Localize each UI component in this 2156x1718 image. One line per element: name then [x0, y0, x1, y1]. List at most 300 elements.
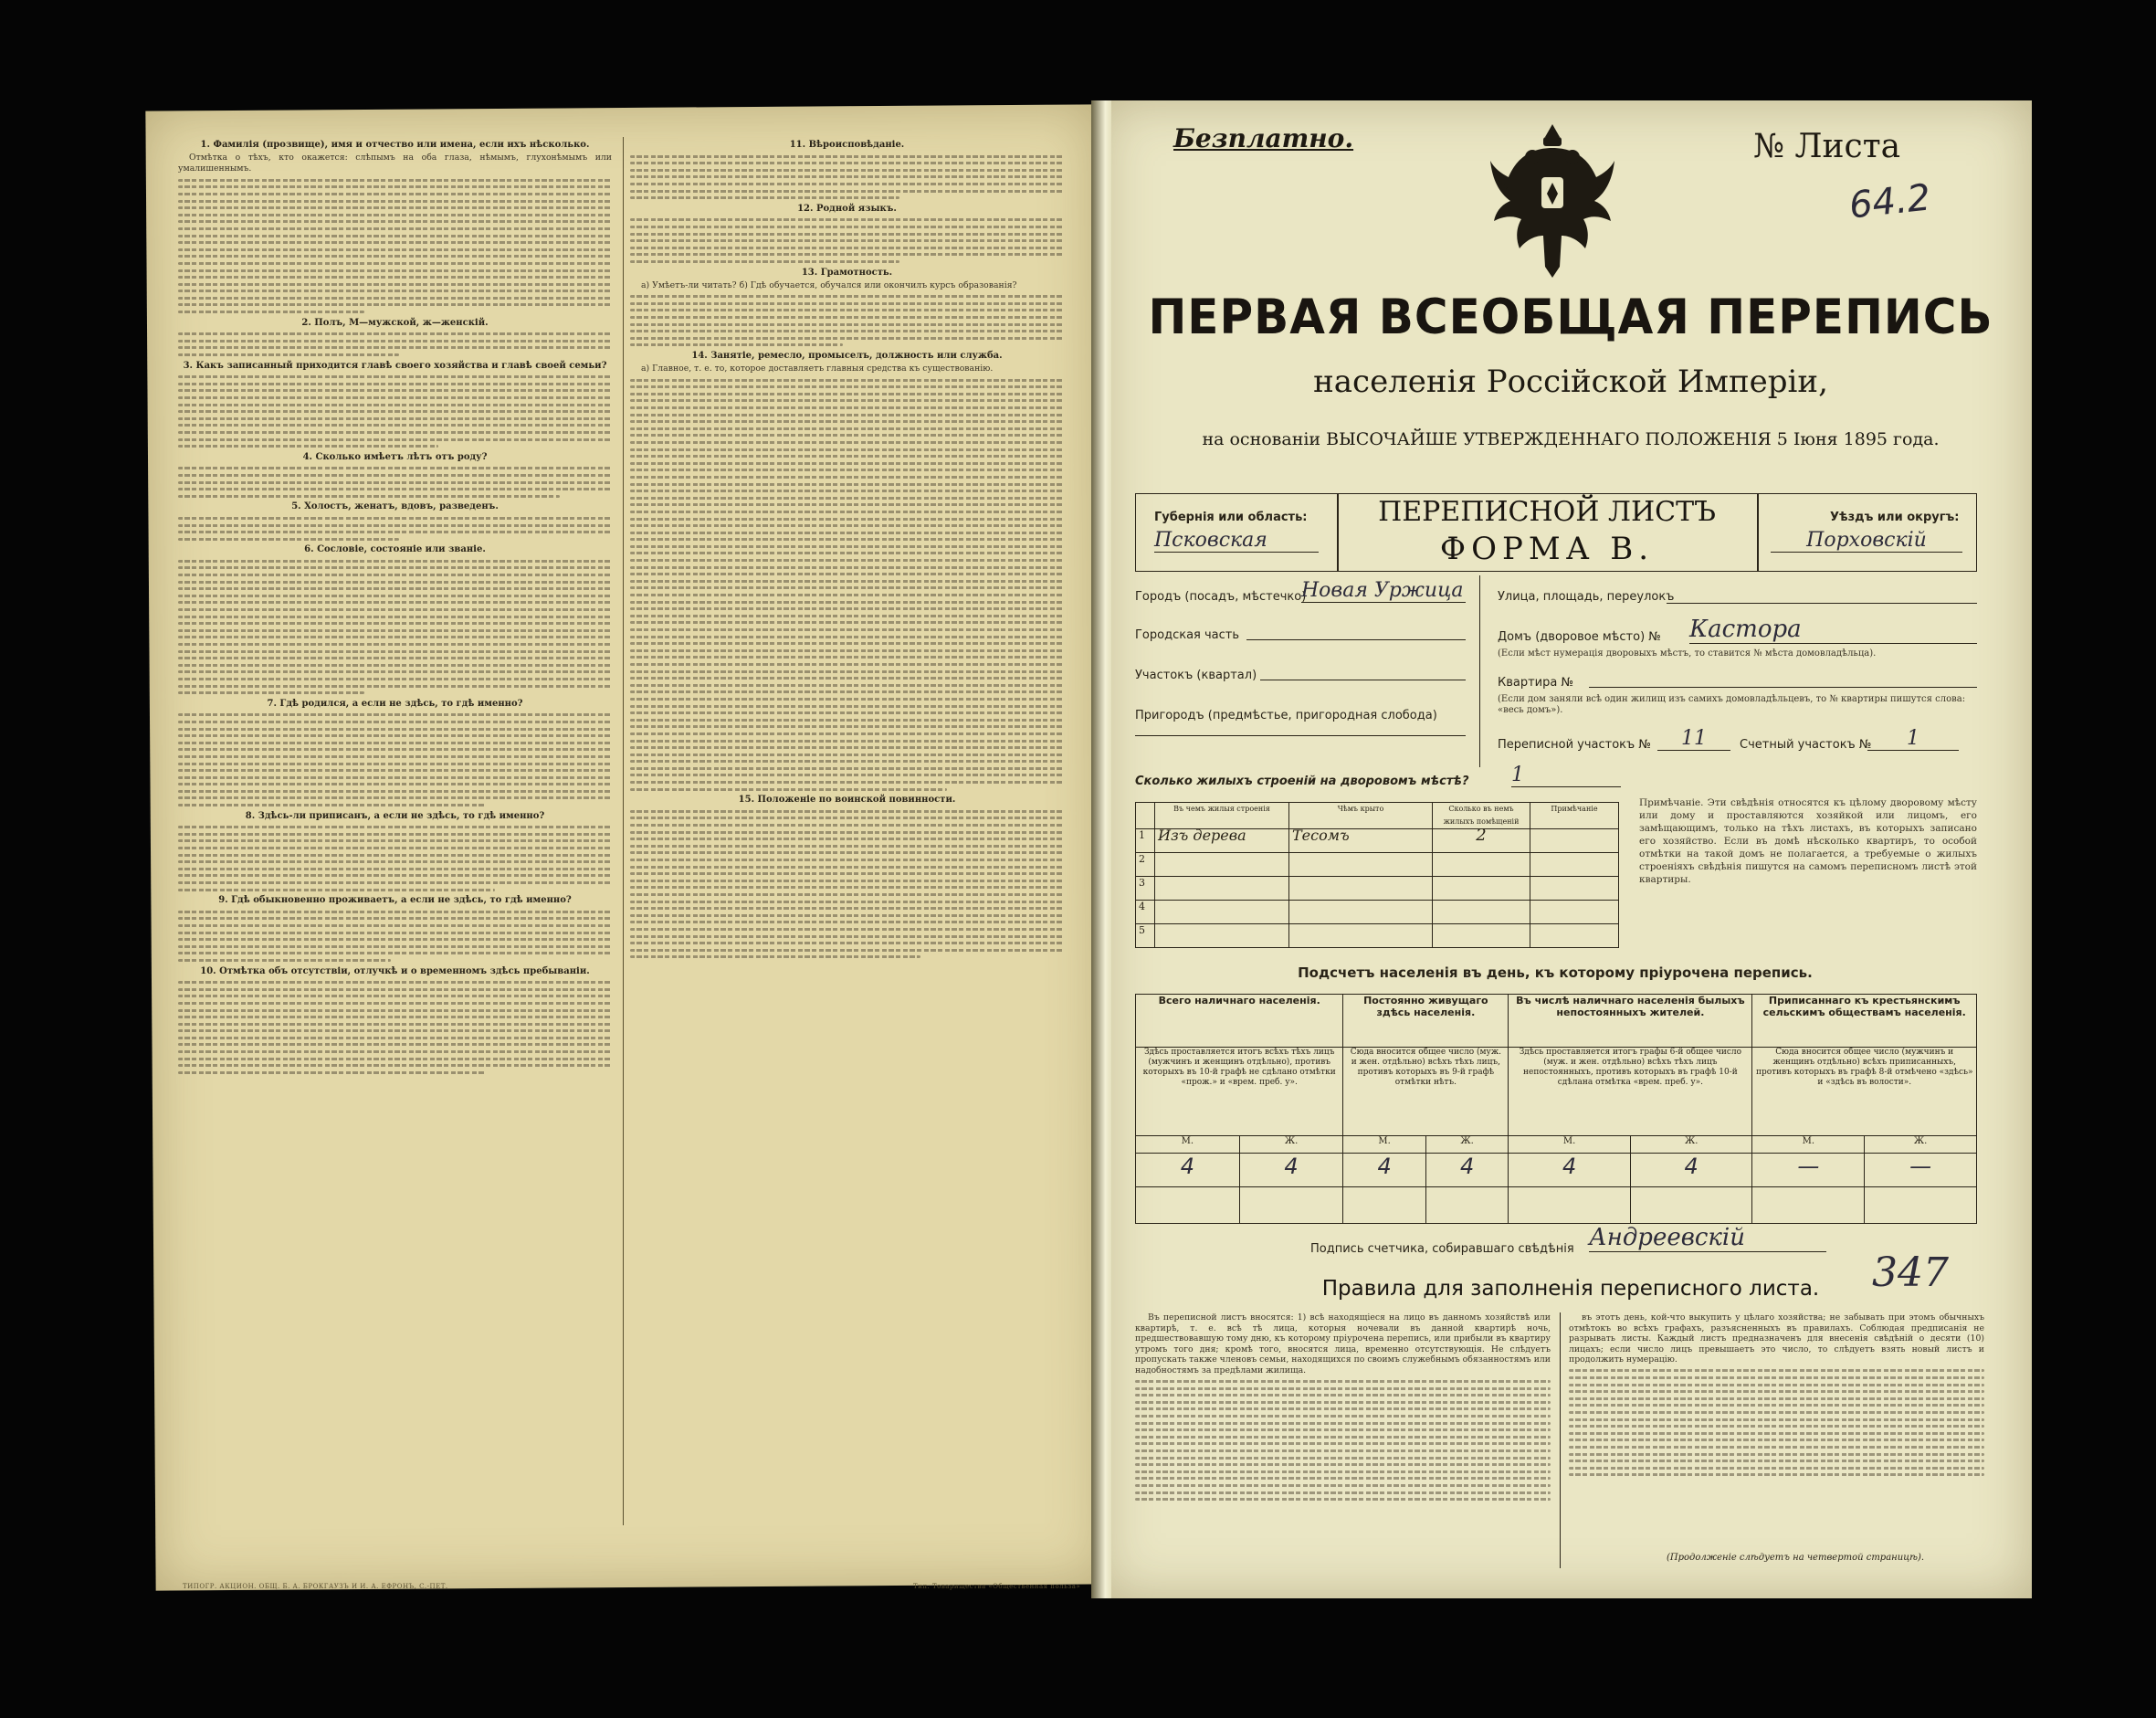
- census-subtitle: населенія Россійской Имперіи,: [1313, 364, 1828, 400]
- text-line: [630, 545, 1064, 548]
- text-line: [630, 866, 1064, 869]
- text-line: [630, 942, 1064, 944]
- text-line: [630, 483, 1064, 486]
- text-line: [178, 670, 612, 673]
- instruction-heading: 3. Какъ записанный приходится главѣ своего хозяйства и главѣ своей семьи?: [183, 360, 607, 371]
- male-label: М.: [1752, 1135, 1865, 1153]
- text-line: [178, 467, 612, 469]
- text-line: [178, 874, 612, 877]
- count-precinct-value: 1: [1867, 727, 1959, 751]
- precinct-label: Участокъ (квартал): [1135, 669, 1257, 682]
- table-row: [1136, 877, 1619, 901]
- instruction-heading: 8. Здѣсь-ли приписанъ, а если не здѣсь, то гдѣ именно?: [245, 810, 545, 821]
- text-line: [630, 831, 1064, 834]
- text-line: [178, 728, 612, 731]
- text-line: [178, 608, 612, 611]
- text-line: [178, 981, 612, 984]
- house-label: Домъ (дворовое мѣсто) №: [1498, 630, 1661, 644]
- count-title: Подсчетъ населенія въ день, къ которому пріурочена перепись.: [1298, 964, 1813, 981]
- text-line: [178, 200, 612, 203]
- text-line: [178, 748, 612, 751]
- text-line: [178, 769, 612, 772]
- text-line: [630, 330, 1064, 332]
- text-line: [178, 988, 612, 991]
- text-line: [630, 175, 1064, 178]
- text-line: [630, 893, 1064, 896]
- text-line: [178, 911, 612, 913]
- text-line: [630, 949, 1064, 952]
- form-title: ПЕРЕПИСНОЙ ЛИСТЪ: [1378, 496, 1716, 528]
- text-line: [630, 781, 1064, 784]
- text-line: [630, 663, 1064, 666]
- text-line: [630, 196, 899, 199]
- text-line: [630, 559, 1064, 562]
- text-line: [630, 746, 1064, 749]
- count-desc-permanent: Сюда вносится общее число (муж. и жен. отдѣльно) всѣхъ тѣхъ лицъ, противъ которыхъ въ 9-й графѣ отмѣтки нѣтъ.: [1343, 1048, 1509, 1135]
- text-line: [630, 886, 1064, 889]
- text-line: [630, 524, 1064, 527]
- text-line: [630, 914, 1064, 917]
- buildings-header-material: Въ чемъ жилыя строенія: [1155, 803, 1289, 829]
- text-line: [630, 845, 1064, 848]
- buildings-table: [1135, 802, 1619, 948]
- text-line: [178, 290, 612, 292]
- text-line: [178, 1023, 612, 1026]
- text-line: [178, 396, 612, 399]
- text-line: [630, 532, 1064, 534]
- text-line: [178, 488, 612, 490]
- buildings-header-count: Сколько въ немъ жилыхъ помѣщеній: [1433, 803, 1530, 829]
- building-note: [1530, 829, 1619, 853]
- sheet-number-label: № Листа: [1753, 128, 1901, 165]
- text-line: [630, 155, 1064, 158]
- text-line: [178, 1002, 612, 1005]
- text-line: [178, 664, 612, 667]
- text-line: [178, 1043, 612, 1046]
- text-line: [630, 441, 1064, 444]
- text-line: [630, 183, 1064, 185]
- text-line: [178, 560, 612, 563]
- text-line: [630, 690, 1064, 693]
- instruction-heading: 11. Вѣроисповѣданіе.: [789, 140, 905, 150]
- text-line: [630, 511, 1064, 513]
- district-label: Уѣздъ или округъ:: [1830, 511, 1960, 524]
- text-line: [178, 847, 612, 849]
- text-line: [178, 517, 612, 520]
- instruction-heading: 1. Фамилія (прозвище), имя и отчество или имена, если ихъ нѣсколько.: [200, 140, 590, 150]
- text-line: [178, 721, 612, 723]
- text-line: [178, 945, 612, 948]
- text-line: [630, 337, 1064, 340]
- text-line: [178, 881, 612, 884]
- text-line: [178, 938, 612, 941]
- text-line: [178, 889, 495, 891]
- text-line: [630, 323, 1064, 326]
- text-line: [630, 698, 1064, 701]
- count-present-male: 4: [1136, 1153, 1240, 1186]
- text-line: [630, 295, 1064, 298]
- text-line: [178, 691, 364, 694]
- printer-footer-right: Тип. Товарищества «Общественная польза»: [913, 1583, 1081, 1590]
- text-line: [178, 303, 612, 306]
- rules-continued: (Продолженіе слѣдуетъ на четвертой страницѣ).: [1667, 1553, 1925, 1563]
- instruction-heading: 6. Сословіе, состояніе или званіе.: [304, 544, 486, 555]
- text-line: [178, 332, 612, 335]
- text-line: [630, 239, 1064, 242]
- instruction-heading: 15. Положеніе по воинской повинности.: [738, 795, 956, 806]
- text-line: [178, 734, 612, 737]
- text-line: [630, 573, 1064, 575]
- text-line: [630, 838, 1064, 840]
- text-line: [178, 574, 612, 576]
- census-basis: на основаніи ВЫСОЧАЙШЕ УТВЕРЖДЕННАГО ПОЛОЖЕНІЯ 5 Іюня 1895 года.: [1202, 429, 1940, 449]
- text-line: [178, 255, 612, 258]
- text-line: [178, 924, 612, 927]
- text-line: [178, 995, 612, 997]
- text-line: [630, 733, 1064, 735]
- count-peasant-male: —: [1752, 1153, 1865, 1186]
- text-line: [178, 783, 612, 785]
- text-line: [630, 621, 1064, 624]
- text-line: [630, 379, 1064, 382]
- census-precinct-label: Переписной участокъ №: [1498, 738, 1651, 752]
- text-line: [178, 1016, 612, 1018]
- text-line: [178, 353, 399, 356]
- text-line: [630, 434, 1064, 437]
- text-line: [178, 445, 438, 448]
- text-line: [630, 628, 1064, 631]
- suburb-label: Пригородъ (предмѣстье, пригородная слобода): [1135, 709, 1437, 722]
- text-line: [630, 316, 1064, 319]
- text-line: [178, 678, 612, 680]
- text-line: [630, 552, 1064, 554]
- count-present-female: 4: [1239, 1153, 1343, 1186]
- text-line: [630, 594, 1064, 596]
- text-line: [178, 616, 612, 618]
- instruction-heading: 10. Отмѣтка объ отсутствіи, отлучкѣ и о временномъ здѣсь пребываніи.: [200, 965, 590, 976]
- text-line: [178, 269, 612, 272]
- female-label: Ж.: [1630, 1135, 1752, 1153]
- text-line: [178, 952, 612, 954]
- count-permanent-female: 4: [1425, 1153, 1508, 1186]
- text-line: [178, 206, 612, 209]
- text-line: [178, 959, 391, 962]
- text-line: [178, 650, 612, 653]
- text-line: [630, 253, 1064, 256]
- buildings-question: Сколько жилыхъ строеній на дворовомъ мѣстѣ?: [1135, 775, 1469, 788]
- rules-paragraph: Въ переписной листъ вносятся: 1) всѣ находящіеся на лицо въ данномъ хозяйствѣ или квартирѣ, т. е. всѣ тѣ лица, которыя ночевали въ данной квартирѣ ночь, предшествовавшую тому дню, къ которому пріурочена перепись, или прибыли въ квартиру утромъ того дня; кромѣ того, вносятся лица, временно отсутствующія. Не слѣдуетъ пропускать также членовъ семьи, находящихся по своимъ служебнымъ обязанностямъ или надобностямъ за предѣлами жилища.: [1135, 1312, 1551, 1375]
- text-line: [630, 406, 1064, 409]
- text-line: [178, 1050, 612, 1053]
- text-line: [178, 297, 612, 300]
- text-line: [178, 629, 612, 632]
- text-line: [178, 643, 612, 646]
- text-line: [630, 907, 1064, 910]
- text-line: [630, 810, 1064, 813]
- address-divider: [1479, 575, 1480, 767]
- count-precinct-label: Счетный участокъ №: [1740, 738, 1872, 752]
- street-label: Улица, площадь, переулокъ: [1498, 590, 1675, 604]
- sheet-number-value: 64.2: [1846, 176, 1933, 227]
- text-line: [178, 481, 612, 484]
- text-line: [178, 1058, 612, 1060]
- count-desc-present: Здѣсь проставляется итогъ всѣхъ тѣхъ лицъ (мужчинъ и женщинъ отдѣльно), противъ которыхъ въ 10-й графѣ не сдѣлано отмѣтки «прож.» и «врем. преб. у».: [1136, 1048, 1343, 1135]
- male-label: М.: [1509, 1135, 1631, 1153]
- text-line: [630, 656, 1064, 659]
- free-label: Безплатно.: [1173, 123, 1354, 153]
- text-line: [178, 932, 612, 934]
- text-line: [630, 705, 1064, 708]
- buildings-header-roof: Чѣмъ крыто: [1289, 803, 1433, 829]
- text-line: [178, 868, 612, 870]
- count-desc-temporary: Здѣсь проставляется итогъ графы 6-й общее число (муж. и жен. отдѣльно) всѣхъ тѣхъ лицъ непостоянныхъ, противъ которыхъ въ графѣ 10-й сдѣлана отмѣтка «врем. преб. у».: [1509, 1048, 1752, 1135]
- text-line: [630, 649, 1064, 652]
- count-head-present: Всего наличнаго населенія.: [1136, 995, 1343, 1048]
- text-line: [630, 260, 899, 263]
- count-temporary-female: 4: [1630, 1153, 1752, 1186]
- apartment-note: (Если дом заняли всѣ один жилищ изъ самихъ домовладѣльцевъ, то № квартиры пишутся слова: «весь домъ»).: [1498, 694, 1966, 715]
- text-line: [630, 586, 1064, 589]
- text-line: [630, 788, 947, 791]
- text-line: [630, 302, 1064, 305]
- text-line: [630, 636, 1064, 638]
- text-line: [630, 767, 1064, 770]
- text-line: [630, 233, 1064, 236]
- text-line: [178, 241, 612, 244]
- text-line: [178, 833, 612, 836]
- text-line: [630, 859, 1064, 861]
- house-value: Кастора: [1689, 616, 1977, 644]
- suburb-line: [1135, 735, 1466, 736]
- text-line: [178, 566, 612, 569]
- building-roof: Тесомъ: [1289, 829, 1433, 853]
- text-line: [178, 1064, 612, 1067]
- female-label: Ж.: [1865, 1135, 1977, 1153]
- text-line: [630, 226, 1064, 228]
- count-desc-peasant: Сюда вносится общее число (мужчинъ и женщинъ отдѣльно) всѣхъ приписанныхъ, противъ которыхъ въ графѣ 8-й отмѣчено «здѣсь» и «здѣсь въ волости».: [1752, 1048, 1977, 1135]
- text-line: [630, 427, 1064, 430]
- text-line: [630, 774, 1064, 776]
- text-line: [178, 524, 612, 527]
- text-line: [178, 389, 612, 392]
- text-line: [178, 438, 612, 441]
- text-line: [178, 431, 612, 434]
- text-line: [178, 531, 612, 533]
- text-line: [178, 1037, 612, 1039]
- text-line: [178, 755, 612, 758]
- text-line: [630, 607, 1064, 610]
- text-line: [630, 901, 1064, 903]
- text-line: [630, 190, 1064, 193]
- text-line: [178, 581, 612, 584]
- table-row: [1136, 853, 1619, 877]
- text-line: [178, 636, 612, 638]
- street-line: [1667, 603, 1977, 604]
- text-line: [630, 615, 1064, 617]
- rules-paragraph: въ этотъ день, кой-что выкупить у цѣлаго хозяйства; не забывать при этомъ обычныхъ отмѣтокъ во всѣхъ графахъ, разъясненныхъ въ правилахъ. Соблюдая предписанія не разрывать листы. Каждый листъ предназначенъ для внесенія свѣдѣній о десяти (10) лицахъ; если число лицъ превышаетъ это число, то слѣдуетъ взять новый листъ и продолжить нумерацію.: [1569, 1312, 1984, 1365]
- city-value: Новая Уржица: [1301, 579, 1466, 603]
- text-line: [178, 601, 612, 604]
- text-line: [630, 740, 1064, 743]
- text-line: [178, 763, 612, 765]
- text-line: [630, 955, 920, 958]
- text-line: [630, 476, 1064, 479]
- signature-label: Подпись счетчика, собиравшаго свѣдѣнія: [1310, 1242, 1574, 1256]
- table-row: [1136, 901, 1619, 924]
- female-label: Ж.: [1425, 1135, 1508, 1153]
- table-row: [1136, 924, 1619, 948]
- form-header-box: [1135, 493, 1977, 572]
- text-line: [178, 340, 612, 343]
- text-line: [178, 826, 612, 828]
- male-label: М.: [1136, 1135, 1240, 1153]
- census-title: ПЕРВАЯ ВСЕОБЩАЯ ПЕРЕПИСЬ: [1148, 289, 1993, 345]
- text-line: [178, 854, 612, 857]
- text-line: [630, 448, 1064, 451]
- printer-footer-left: ТИПОГР. АКЦИОН. ОБЩ. Б. А. БРОКГАУЗЪ И И. А. ЕФРОНЪ, С.-ПЕТ.: [183, 1583, 448, 1590]
- row-number: 3: [1136, 877, 1155, 901]
- text-line: [630, 754, 1064, 756]
- row-number: 1: [1136, 829, 1155, 853]
- text-line: [178, 595, 612, 597]
- text-line: [178, 417, 612, 420]
- text-line: [178, 262, 612, 265]
- province-value: Псковская: [1154, 529, 1319, 553]
- population-count-table: [1135, 994, 1977, 1224]
- instruction-heading: 4. Сколько имѣетъ лѣтъ отъ роду?: [302, 451, 488, 462]
- text-line: [178, 424, 612, 427]
- text-line: [178, 839, 612, 842]
- text-line: [630, 490, 1064, 492]
- instruction-heading: 5. Холостъ, женатъ, вдовъ, разведенъ.: [291, 501, 499, 512]
- text-line: [630, 817, 1064, 819]
- text-line: [630, 601, 1064, 604]
- buildings-header-note: Примѣчаніе: [1530, 803, 1619, 829]
- instruction-heading: 7. Гдѣ родился, а если не здѣсь, то гдѣ именно?: [267, 698, 523, 709]
- text-line: [630, 393, 1064, 395]
- text-line: [630, 872, 1064, 875]
- text-line: [178, 685, 612, 688]
- text-line: [178, 383, 612, 385]
- buildings-value: 1: [1511, 764, 1621, 787]
- text-line: [630, 162, 1064, 164]
- district-value: Порховскій: [1771, 529, 1962, 553]
- text-line: [630, 385, 1064, 388]
- building-count: 2: [1433, 829, 1530, 853]
- count-permanent-male: 4: [1343, 1153, 1425, 1186]
- text-line: [630, 719, 1064, 722]
- instructions-column-1: [178, 137, 612, 1534]
- text-line: [178, 538, 399, 541]
- text-line: [630, 935, 1064, 938]
- text-line: [178, 248, 612, 251]
- rules-column-1: [1135, 1312, 1551, 1573]
- text-line: [630, 928, 1064, 931]
- text-line: [178, 587, 612, 590]
- text-line: [178, 214, 612, 216]
- apartment-line: [1589, 687, 1977, 688]
- instruction-text: а) Умѣетъ-ли читать? б) Гдѣ обучается, обучался или окончилъ курсъ образованія?: [641, 279, 1017, 290]
- text-line: [630, 169, 1064, 172]
- text-line: [630, 455, 1064, 458]
- text-line: [178, 776, 612, 779]
- text-line: [630, 566, 1064, 569]
- count-head-permanent: Постоянно живущаго здѣсь населенія.: [1343, 995, 1509, 1048]
- count-head-peasant: Приписаннаго къ крестьянскимъ сельскимъ обществамъ населенія.: [1752, 995, 1977, 1048]
- text-line: [178, 404, 612, 406]
- text-line: [178, 375, 612, 378]
- double-headed-eagle-icon: [1488, 121, 1616, 280]
- rules-divider: [1560, 1312, 1561, 1568]
- text-line: [178, 917, 612, 920]
- text-line: [630, 399, 1064, 402]
- table-row: [1136, 829, 1619, 853]
- text-line: [178, 179, 612, 182]
- text-line: [630, 469, 1064, 471]
- text-line: [630, 642, 1064, 645]
- text-line: [630, 921, 1064, 923]
- rules-column-2: [1569, 1312, 1984, 1573]
- count-head-temporary: Въ числѣ наличнаго населенія былыхъ непостоянныхъ жителей.: [1509, 995, 1752, 1048]
- text-line: [178, 235, 612, 237]
- house-note: (Если мѣст нумерація дворовыхъ мѣстъ, то ставится № мѣста домовладѣльца).: [1498, 648, 1877, 659]
- instruction-text: Отмѣтка о тѣхъ, кто окажется: слѣпымъ на оба глаза, нѣмымъ, глухонѣмымъ или умалишеннымъ.: [178, 153, 612, 174]
- instruction-heading: 12. Родной языкъ.: [797, 203, 897, 214]
- city-part-label: Городская часть: [1135, 628, 1240, 642]
- text-line: [630, 247, 1064, 249]
- text-line: [178, 185, 612, 188]
- text-line: [630, 580, 1064, 583]
- instruction-heading: 14. Занятіе, ремесло, промыселъ, должность или служба.: [691, 350, 1003, 361]
- text-line: [178, 495, 560, 498]
- text-line: [630, 218, 1064, 221]
- male-label: М.: [1343, 1135, 1425, 1153]
- city-part-line: [1246, 639, 1466, 640]
- text-line: [630, 760, 1064, 763]
- text-line: [630, 538, 1064, 541]
- row-number: 4: [1136, 901, 1155, 924]
- row-number: 2: [1136, 853, 1155, 877]
- text-line: [178, 742, 612, 744]
- column-divider: [623, 137, 624, 1525]
- text-line: [630, 725, 1064, 728]
- text-line: [178, 657, 612, 659]
- text-line: [178, 311, 364, 313]
- count-temporary-male: 4: [1509, 1153, 1631, 1186]
- text-line: [630, 851, 1064, 854]
- text-line: [630, 343, 843, 346]
- signature-value: Андреевскій: [1589, 1224, 1826, 1252]
- form-subtitle: ФОРМА В.: [1439, 531, 1655, 567]
- text-line: [630, 880, 1064, 882]
- text-line: [630, 503, 1064, 506]
- text-line: [178, 346, 612, 349]
- apartment-label: Квартира №: [1498, 676, 1574, 690]
- instruction-text: а) Главное, т. е. то, которое доставляетъ главныя средства къ существованію.: [641, 364, 994, 374]
- row-number: 5: [1136, 924, 1155, 948]
- text-line: [178, 283, 612, 286]
- instruction-heading: 13. Грамотность.: [801, 267, 893, 278]
- text-line: [630, 824, 1064, 827]
- text-line: [178, 790, 612, 793]
- text-line: [630, 711, 1064, 714]
- census-precinct-value: 11: [1657, 727, 1730, 751]
- instruction-heading: 9. Гдѣ обыкновенно проживаетъ, а если не здѣсь, то гдѣ именно?: [218, 895, 572, 906]
- instruction-heading: 2. Полъ, М—мужской, ж—женскій.: [301, 317, 489, 328]
- count-peasant-female: —: [1865, 1153, 1977, 1186]
- text-line: [630, 677, 1064, 680]
- buildings-note: Примѣчаніе. Эти свѣдѣнія относятся къ цѣлому дворовому мѣсту или дому и проставляются хозяйкой или лицомъ, его замѣщающимъ, только на тѣхъ листахъ, въ которыхъ записано его хозяйство. Если въ домѣ нѣсколько квартиръ, то особой отмѣтки на такой домъ не полагается, а требуемые о жилыхъ строеніяхъ свѣдѣнія пишутся на самомъ переписномъ листѣ этой квартиры.: [1639, 797, 1977, 885]
